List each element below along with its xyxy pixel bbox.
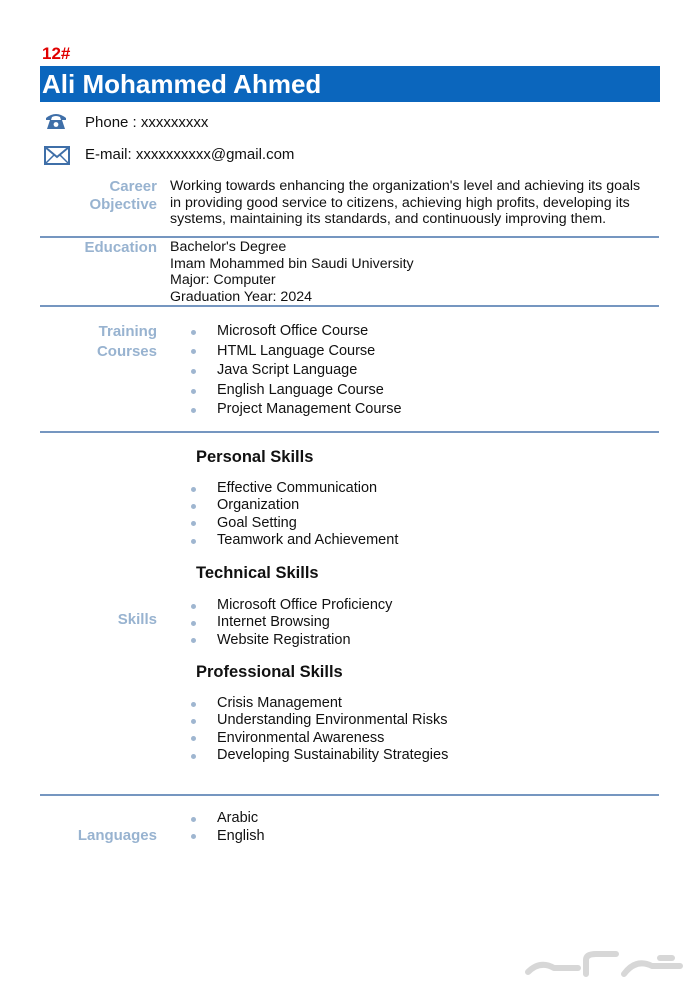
section-divider <box>40 794 659 796</box>
career-label-line2: Objective <box>89 196 157 213</box>
section-divider <box>40 431 659 433</box>
personal-skills-heading: Personal Skills <box>196 448 314 466</box>
personal-skills-list <box>189 480 398 549</box>
name-banner <box>40 66 660 102</box>
envelope-icon <box>44 146 70 170</box>
list-item: Microsoft Office Proficiency <box>189 597 392 614</box>
education-label: Education <box>84 239 157 256</box>
languages-list <box>189 810 265 845</box>
career-line: in providing good service to citizens, achieving high profits, developing its <box>170 194 630 211</box>
technical-skills-list <box>189 597 392 649</box>
career-line: Working towards enhancing the organization's level and achieving its goals <box>170 178 641 194</box>
skills-label: Skills <box>117 611 157 628</box>
professional-skills-list <box>189 695 448 764</box>
phone-icon <box>44 111 68 136</box>
training-label-line1: Training <box>98 323 157 340</box>
training-label-line2: Courses <box>96 343 157 360</box>
education-line: Graduation Year: 2024 <box>170 288 312 305</box>
education-line: Bachelor's Degree <box>170 239 287 255</box>
section-divider <box>40 305 659 307</box>
haraj-watermark-logo <box>520 948 690 987</box>
list-item: Internet Browsing <box>189 614 392 631</box>
career-objective-text <box>170 178 650 228</box>
list-item: Crisis Management <box>189 695 448 712</box>
career-line: systems, maintaining its standards, and continuously improving them. <box>170 211 607 227</box>
list-item: HTML Language Course <box>189 342 402 362</box>
career-label-line1: Career <box>109 178 157 195</box>
list-item: Effective Communication <box>189 480 398 497</box>
list-item: Organization <box>189 497 398 514</box>
document-number-tag: 12# <box>42 44 71 63</box>
list-item: Understanding Environmental Risks <box>189 712 448 729</box>
list-item: Project Management Course <box>189 400 402 420</box>
list-item: English <box>189 828 265 846</box>
list-item: Java Script Language <box>189 361 402 381</box>
list-item: Environmental Awareness <box>189 730 448 747</box>
training-courses-label <box>97 322 157 362</box>
phone-text: Phone : xxxxxxxxx <box>85 114 209 131</box>
list-item: Arabic <box>189 810 265 828</box>
education-line: Major: Computer <box>170 272 276 288</box>
list-item: Goal Setting <box>189 515 398 532</box>
training-courses-list <box>189 322 402 420</box>
list-item: English Language Course <box>189 381 402 401</box>
list-item: Teamwork and Achievement <box>189 532 398 549</box>
list-item: Developing Sustainability Strategies <box>189 747 448 764</box>
list-item: Website Registration <box>189 632 392 649</box>
languages-label: Languages <box>77 827 157 844</box>
technical-skills-heading: Technical Skills <box>196 564 319 582</box>
education-line: Imam Mohammed bin Saudi University <box>170 255 414 272</box>
section-divider <box>40 236 659 238</box>
list-item: Microsoft Office Course <box>189 322 402 342</box>
professional-skills-heading: Professional Skills <box>196 663 343 681</box>
career-objective-label <box>89 178 157 214</box>
education-details <box>170 239 650 305</box>
candidate-name: Ali Mohammed Ahmed <box>42 69 322 99</box>
email-text: E-mail: xxxxxxxxxx@gmail.com <box>85 146 295 163</box>
